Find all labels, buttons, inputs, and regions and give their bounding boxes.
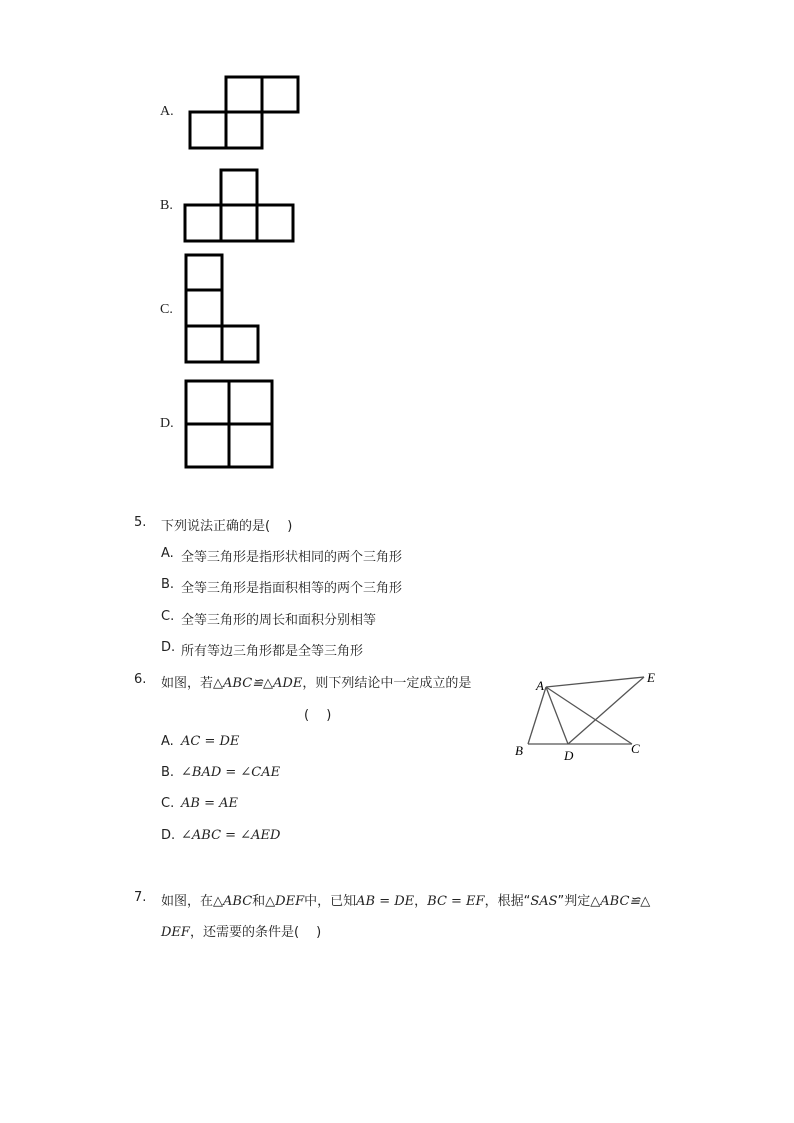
point-label-d: D bbox=[564, 748, 574, 763]
q7-math-2: △DEF bbox=[265, 894, 305, 909]
q7-math-6: △ABC≌△ bbox=[590, 894, 651, 909]
q5-option-a-key: A. bbox=[161, 546, 174, 561]
point-label-a: A bbox=[536, 678, 544, 693]
q6-option-a-math: AC = DE bbox=[181, 734, 240, 749]
q6-option-c-math: AB = AE bbox=[181, 796, 238, 811]
q6-option-b-key: B. bbox=[161, 765, 175, 780]
net-figures bbox=[0, 0, 794, 480]
option-label-b: B. bbox=[160, 198, 173, 213]
q6-triangle-figure bbox=[510, 668, 670, 764]
net-a-stepped bbox=[190, 77, 298, 148]
q6-stem-math: △ABC≌△ADE bbox=[213, 676, 303, 691]
q7-math-4: BC = EF bbox=[427, 894, 485, 909]
q6-option-a-key: A. bbox=[161, 734, 174, 749]
point-label-e: E bbox=[647, 670, 655, 685]
q7-text-4: ， bbox=[414, 894, 428, 909]
point-label-c: C bbox=[631, 741, 640, 756]
q7-text-2: 和 bbox=[252, 894, 266, 909]
q6-stem-text-2: ，则下列结论中一定成立的是 bbox=[302, 676, 472, 691]
q7-number: 7. bbox=[134, 890, 147, 905]
segment-de bbox=[568, 677, 644, 744]
q6-option-d-math: ∠ABC = ∠AED bbox=[181, 828, 281, 843]
q7-stem-line-2 bbox=[161, 921, 321, 940]
q7-math-5: SAS bbox=[530, 894, 558, 909]
q6-stem bbox=[161, 672, 471, 691]
q5-stem: 下列说法正确的是( ) bbox=[161, 519, 293, 534]
q6-option-c-key: C. bbox=[161, 796, 175, 811]
q6-number: 6. bbox=[134, 672, 147, 687]
q6-stem-text-1: 如图，若 bbox=[161, 676, 214, 691]
q5-option-c-key: C. bbox=[161, 609, 175, 624]
point-label-b: B bbox=[515, 743, 523, 758]
q5-option-d-text: 所有等边三角形都是全等三角形 bbox=[181, 644, 364, 659]
q5-option-d-key: D. bbox=[161, 640, 176, 655]
q7-math-1: △ABC bbox=[213, 894, 253, 909]
q7-math-7: DEF bbox=[161, 925, 190, 940]
q5-option-b-text: 全等三角形是指面积相等的两个三角形 bbox=[181, 581, 403, 596]
segment-ab bbox=[528, 687, 546, 744]
option-label-a: A. bbox=[160, 104, 174, 119]
option-label-c: C. bbox=[160, 302, 173, 317]
segment-ad bbox=[546, 687, 568, 744]
q5-option-a-text: 全等三角形是指形状相同的两个三角形 bbox=[181, 550, 403, 565]
q7-text-5: ，根据“ bbox=[484, 894, 531, 909]
q7-text-1: 如图，在 bbox=[161, 894, 214, 909]
q5-option-b-key: B. bbox=[161, 577, 175, 592]
net-b-t-shape bbox=[185, 170, 293, 241]
q6-option-d-key: D. bbox=[161, 828, 176, 843]
q7-stem-line-1 bbox=[161, 890, 650, 909]
segment-ac bbox=[546, 687, 632, 744]
q6-answer-paren: ( ) bbox=[304, 708, 332, 723]
q7-text-3: 中，已知 bbox=[304, 894, 357, 909]
q7-text-6: ”判定 bbox=[557, 894, 591, 909]
segment-ae bbox=[546, 677, 644, 687]
q5-number: 5. bbox=[134, 515, 147, 530]
net-d-square bbox=[186, 381, 272, 467]
option-label-d: D. bbox=[160, 416, 174, 431]
q7-text-7: ，还需要的条件是( ) bbox=[189, 925, 322, 940]
q6-option-b-math: ∠BAD = ∠CAE bbox=[181, 765, 281, 780]
q5-option-c-text: 全等三角形的周长和面积分别相等 bbox=[181, 613, 377, 628]
net-c-l-shape bbox=[186, 255, 258, 362]
q7-math-3: AB = DE bbox=[356, 894, 415, 909]
